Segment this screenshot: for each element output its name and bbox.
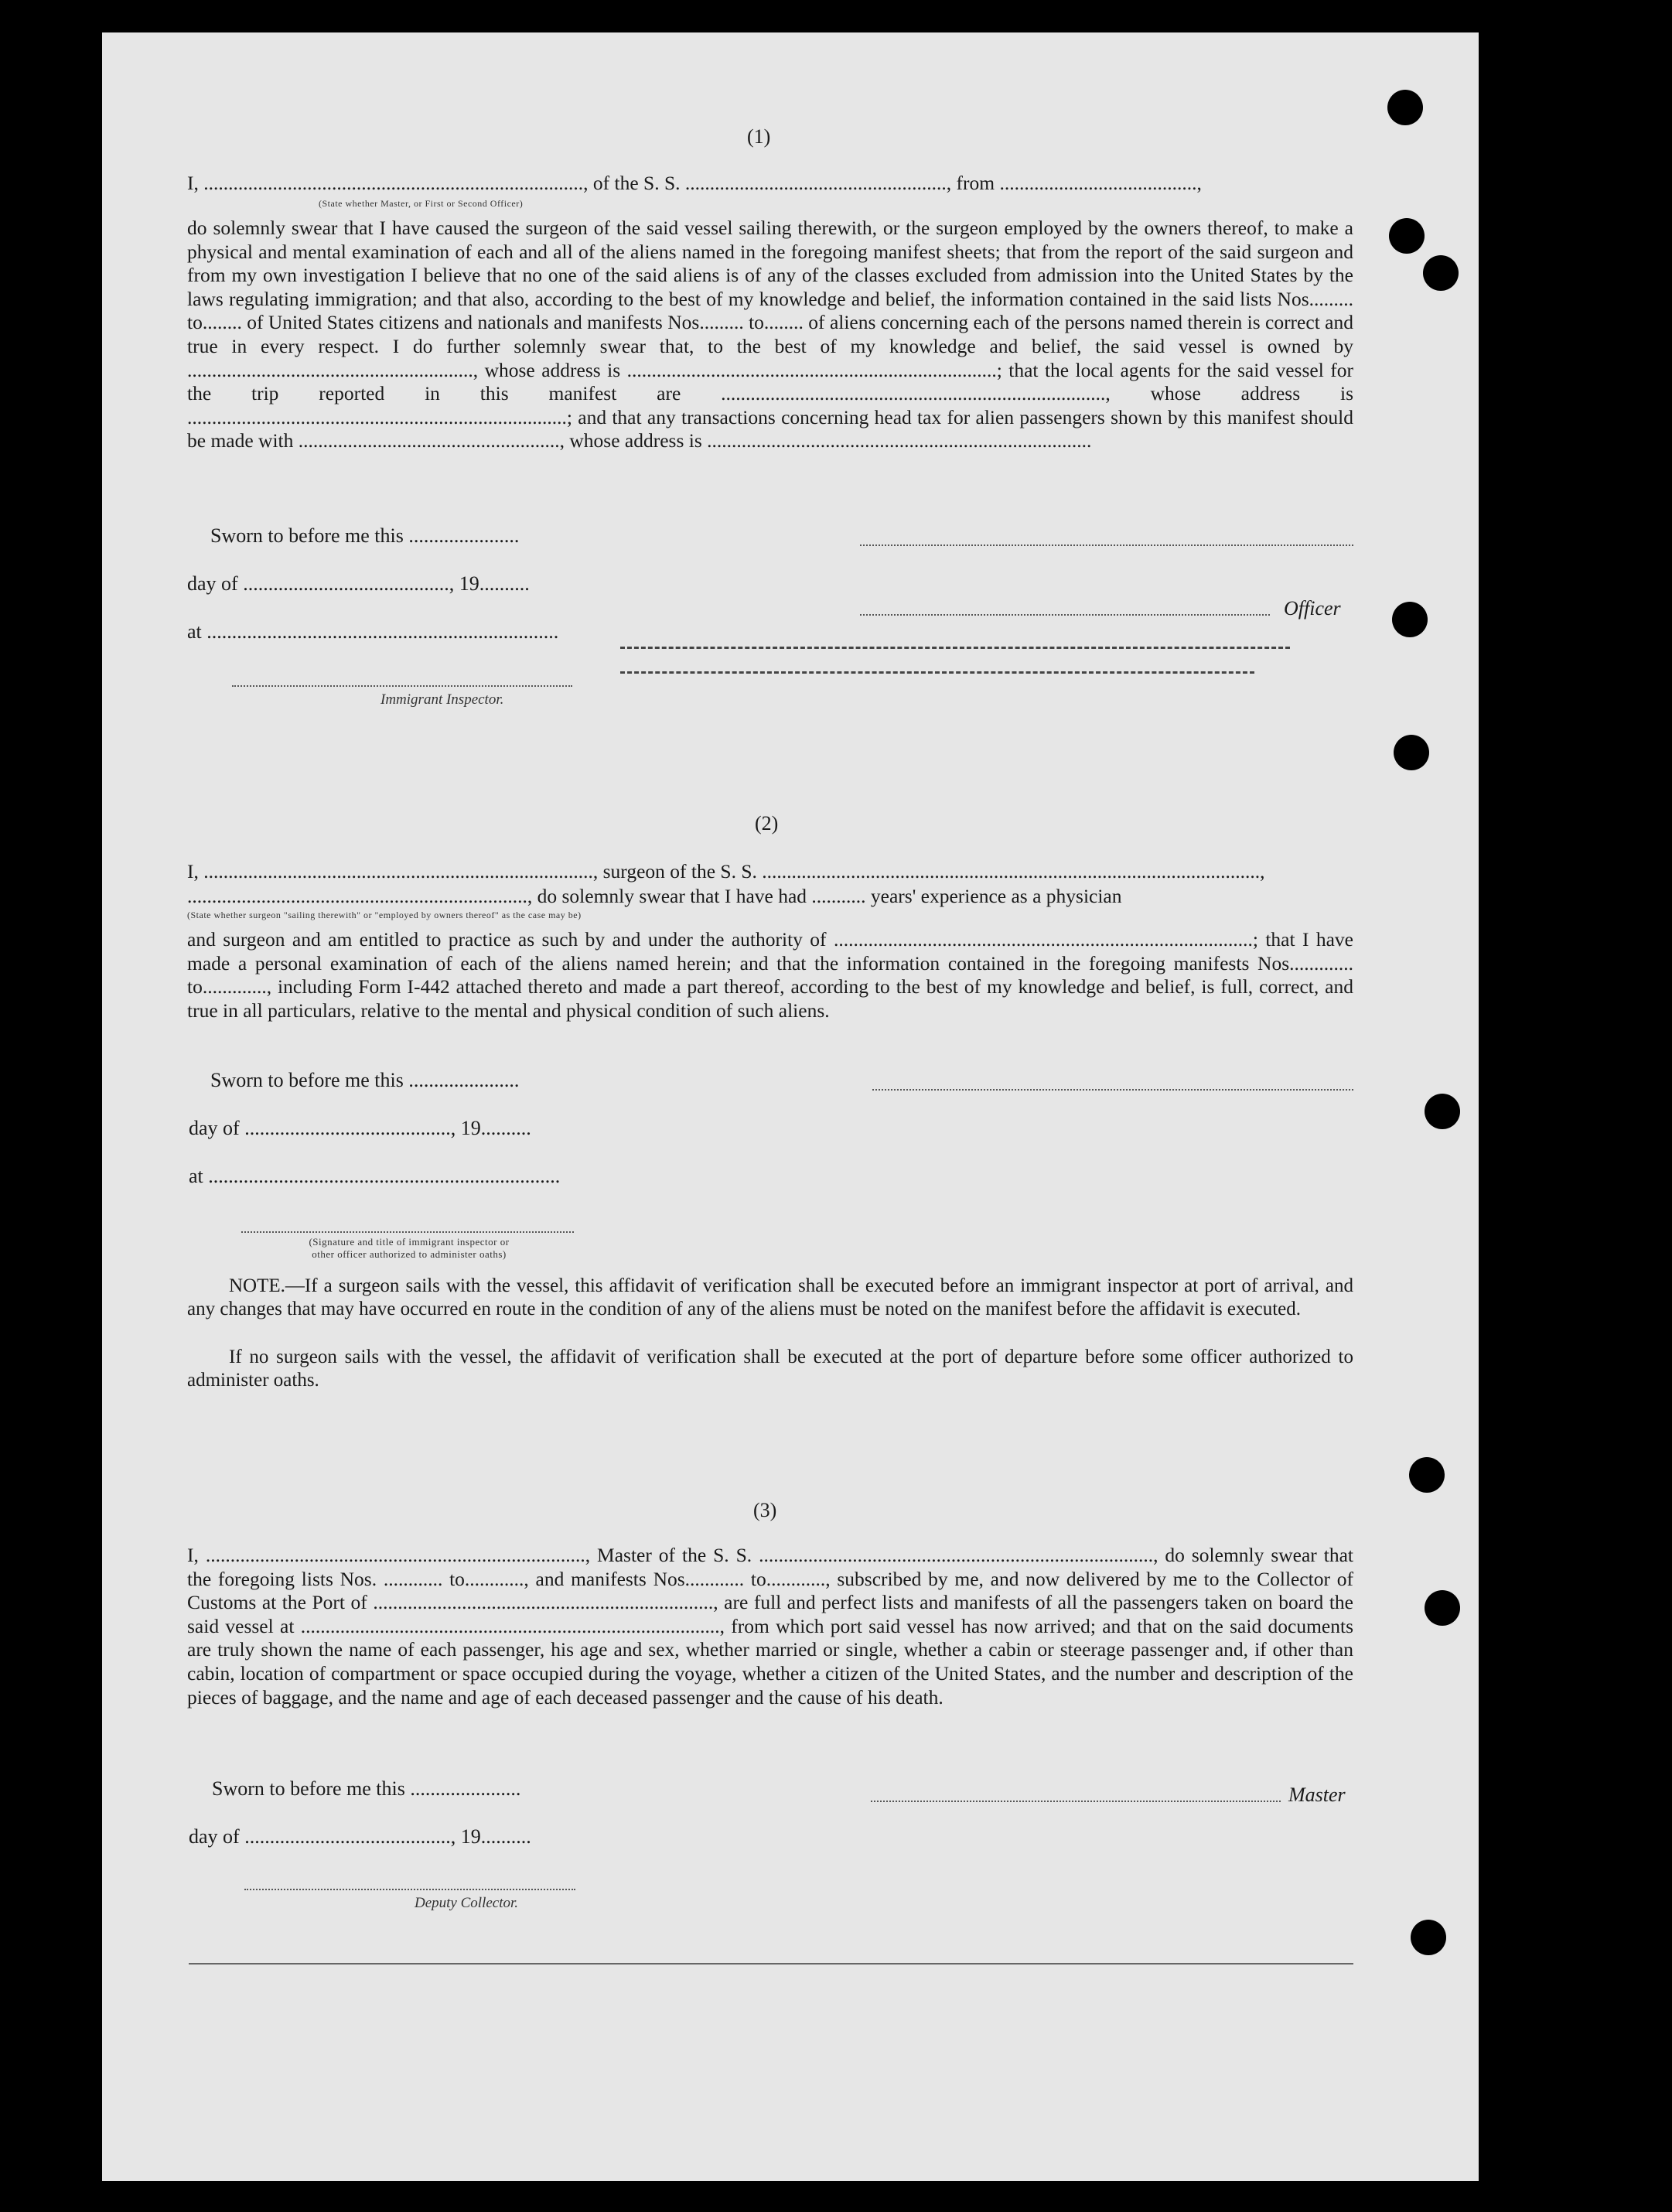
section-1-at-line: at ...................................................................... — [187, 620, 559, 643]
section-1-number: (1) — [747, 125, 771, 148]
section-2-note: NOTE.—If a surgeon sails with the vessel, this affidavit of verification shall be executed before an immigrant inspector at port of arrival, and any changes that may have occurred en route in the condition of any of the aliens must be noted on the manifest before the affidavit is executed. — [187, 1275, 1353, 1319]
section-1-officer-line — [860, 614, 1270, 616]
section-2-signature-caption-2: other officer authorized to administer oaths) — [312, 1248, 507, 1260]
form-page — [102, 32, 1479, 2181]
section-2-note-continued: If no surgeon sails with the vessel, the affidavit of verification shall be executed at the port of departure before some officer authorized to administer oaths. — [187, 1347, 1353, 1391]
punch-hole-icon — [1425, 1094, 1460, 1129]
section-2-day-of-line: day of ........................................., 19.......... — [189, 1117, 531, 1139]
section-1-day-of-line: day of ........................................., 19.......... — [187, 572, 530, 595]
section-2-opening-line: I, ..............................................................................., surgeon of the S. S. ....................................................................................................., — [187, 860, 1265, 882]
section-1-oath-text: do solemnly swear that I have caused the surgeon of the said vessel sailing therewith, or the surgeon employed by the owners thereof, to make a physical and mental examination of each and all of the aliens named in the foregoing manifest sheets; that from the report of the said surgeon and from my own investigation I believe that no one of the said aliens is of any of the classes excluded from admission into the United States by the laws regulating immigration; and that also, according to the best of my knowledge and belief, the information contained in the said lists Nos......... to........ of United States citizens and nationals and manifests Nos......... to........ of aliens concerning each of the persons named therein is correct and true in every respect. I do further solemnly swear that, to the best of my knowledge and belief, the said vessel is owned by .........................................................., whose address is ...........................................................................; that the local agents for the said vessel for the trip reported in this manifest are .............................................................................., whose address is .............................................................................; and that any transactions concerning head tax for alien passengers shown by this manifest should be made with ....................................................., whose address is .............................................................................. — [187, 217, 1353, 452]
punch-hole-icon — [1409, 1457, 1445, 1493]
section-2-surgeon-caption: (State whether surgeon "sailing therewith" or "employed by owners thereof" as the case may be) — [187, 910, 582, 920]
section-2-at-line: at ...................................................................... — [189, 1165, 561, 1187]
section-3-master-label: Master — [1288, 1784, 1346, 1806]
decorative-dash-rule — [620, 671, 1254, 674]
section-1-officer-label: Officer — [1284, 597, 1341, 620]
section-2-surgeon-signature-line — [872, 1089, 1353, 1091]
section-2-physician-line: ....................................................................., do solemnly swear that I have had ........... years' experience as a physician — [187, 885, 1122, 907]
bottom-rule — [189, 1963, 1353, 1965]
section-3-sworn-line: Sworn to before me this ...................... — [212, 1777, 521, 1800]
section-2-oath-text: and surgeon and am entitled to practice as such by and under the authority of .....................................................................................; that I have made a personal examination of each of the aliens named herein; and that the information contained in the foregoing manifests Nos............. to............., including Form I-442 attached thereto and made a part thereof, according to the best of my knowledge and belief, is full, correct, and true in all particulars, relative to the mental and physical condition of such aliens. — [187, 928, 1353, 1022]
punch-hole-icon — [1411, 1920, 1446, 1955]
punch-hole-icon — [1392, 602, 1428, 637]
section-1-inspector-caption: Immigrant Inspector. — [380, 691, 504, 708]
decorative-dash-rule — [620, 647, 1290, 649]
section-1-officer-caption: (State whether Master, or First or Second Officer) — [319, 198, 524, 209]
punch-hole-icon — [1425, 1590, 1460, 1626]
section-2-number: (2) — [755, 812, 779, 835]
section-2-signature-caption-1: (Signature and title of immigrant inspector or — [309, 1236, 510, 1248]
section-3-deputy-signature-line — [244, 1889, 575, 1890]
section-3-deputy-caption: Deputy Collector. — [415, 1895, 519, 1911]
section-3-oath-text: I, ............................................................................., Master of the S. S. ................................................................................, do solemnly swear that the foregoing lists Nos. ............ to............, and manifests Nos............ to............, subscribed by me, and now delivered by me to the Collector of Customs at the Port of ....................................................................., are full and perfect lists and manifests of all the passengers taken on board the said vessel at ....................................................................................., from which port said vessel has now arrived; and that on the said documents are truly shown the name of each passenger, his age and sex, whether married or single, whether a cabin or steerage passenger and, if other than cabin, location of compartment or space occupied during the voyage, whether a citizen of the United States, and the number and description of the pieces of baggage, and the name and age of each deceased passenger and the cause of his death. — [187, 1544, 1353, 1708]
section-3-master-line — [871, 1801, 1281, 1802]
section-3-day-of-line: day of ........................................., 19.......... — [189, 1825, 531, 1848]
punch-hole-icon — [1387, 90, 1423, 125]
punch-hole-icon — [1423, 255, 1459, 291]
section-1-inspector-signature-line — [232, 685, 572, 687]
section-1-sworn-line: Sworn to before me this ...................... — [210, 524, 520, 547]
punch-hole-icon — [1389, 218, 1425, 254]
section-1-opening-line: I, ............................................................................., of the S. S. ....................................................., from ........................................, — [187, 172, 1202, 194]
section-2-sworn-line: Sworn to before me this ...................... — [210, 1069, 520, 1091]
punch-hole-icon — [1394, 735, 1429, 770]
section-2-inspector-signature-line — [241, 1231, 574, 1233]
section-3-number: (3) — [753, 1499, 777, 1521]
section-1-signature-line — [860, 544, 1353, 546]
